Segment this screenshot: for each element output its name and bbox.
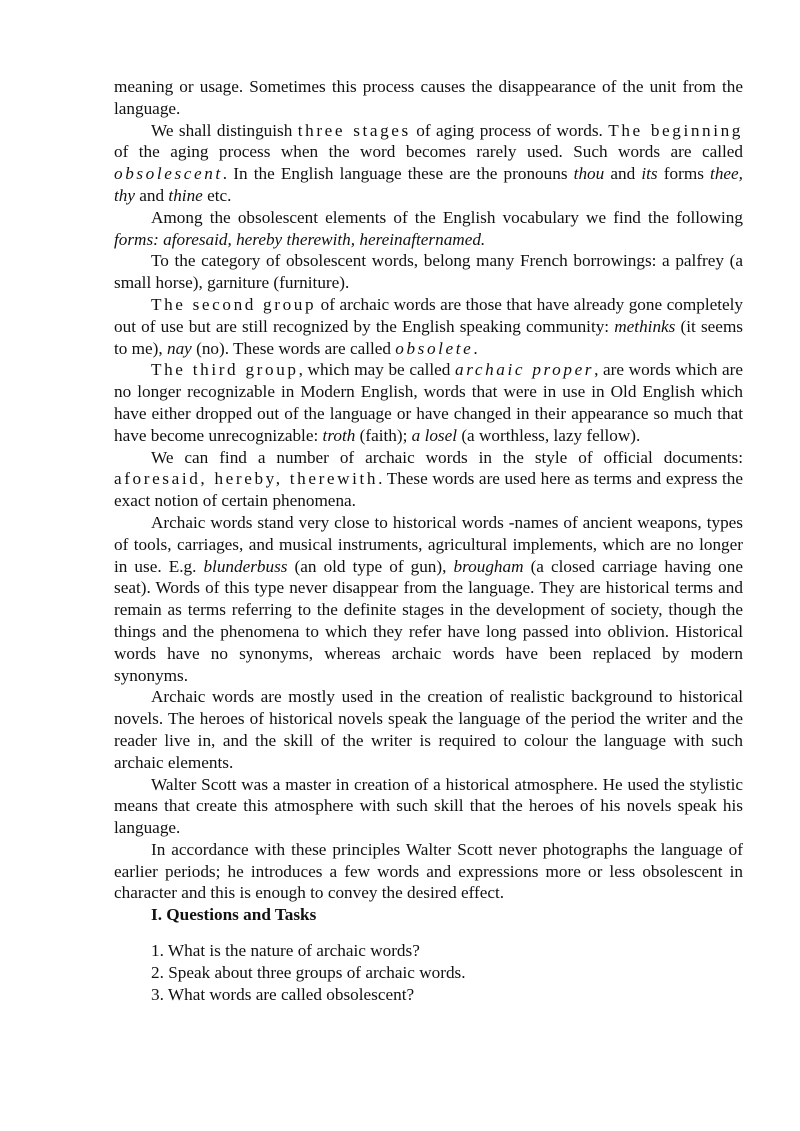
question-item: 2. Speak about three groups of archaic words. <box>151 962 466 982</box>
text-run: We can find a number of archaic words in the style of official documents: <box>151 447 743 467</box>
text-run: etc. <box>202 185 232 205</box>
text-run: meaning or usage. Sometimes this process causes the disappearance of the unit from the language. <box>114 77 743 118</box>
text-run: (an old type of gun), <box>287 556 454 576</box>
text-run: of aging process of words. <box>410 120 609 140</box>
text-run: . In the English language these are the pronouns <box>222 164 574 184</box>
emphasized-text: thou <box>573 164 605 184</box>
body-text <box>114 76 743 904</box>
emphasized-text: nay <box>166 338 192 358</box>
paragraph <box>114 512 743 686</box>
emphasized-text: thee, thy <box>114 164 743 205</box>
emphasized-text: troth <box>322 425 356 445</box>
text-run: Archaic words are mostly used in the creation of realistic background to historical novels. The heroes of historical novels speak the language of the period the writer and the reader live in, and the skill of the writer is required to colour the language with such archaic elements. <box>114 687 743 772</box>
emphasized-text: three stages <box>297 120 411 140</box>
emphasized-text: methinks <box>614 316 676 336</box>
text-run: . These words are used here as terms and express the exact notion of certain phenomena. <box>114 469 743 511</box>
paragraph <box>114 774 743 839</box>
emphasized-text: obsolescent <box>114 164 223 184</box>
text-run: To the category of obsolescent words, belong many French borrowings: a palfrey (a small horse), garniture (furniture). <box>114 251 743 293</box>
paragraph <box>114 76 743 120</box>
paragraph <box>114 686 743 773</box>
paragraph <box>114 359 743 446</box>
text-run: (faith); <box>355 425 412 445</box>
text-run: forms <box>657 164 711 184</box>
emphasized-text: blunderbuss <box>203 556 288 576</box>
text-run: Archaic words stand very close to historical words -names of ancient weapons, types of tools, carriages, and musical instruments, agricultural implements, which are no longer in use. E.g. <box>114 512 743 576</box>
text-run: (a closed carriage having one seat). Words of this type never disappear from the language. They are historical terms and remain as terms referring to the definite stages in the development of society, though the things and the phenomena to which they refer have long passed into oblivion. Historical words have no synonyms, whereas archaic words have been replaced by modern synonyms. <box>114 556 744 685</box>
paragraph <box>114 839 743 904</box>
text-run: (a worthless, lazy fellow). <box>457 425 641 445</box>
text-run: In accordance with these principles Walter Scott never photographs the language of earlier periods; he introduces a few words and expressions more or less obsolescent in character and this is enough to convey the desired effect. <box>114 839 743 903</box>
paragraph <box>114 294 743 359</box>
text-run: and <box>135 185 169 205</box>
emphasized-text: thine <box>168 185 203 205</box>
question-item: 3. What words are called obsolescent? <box>151 984 415 1004</box>
question-item: 1. What is the nature of archaic words? <box>151 941 420 961</box>
text-run: of archaic words are those that have already gone completely out of use but are still recognized by the English speaking community: <box>114 294 743 336</box>
emphasized-text: The second group <box>151 294 317 314</box>
text-run: , are words which are no longer recognizable in Modern English, words that were in use in Old English which have either dropped out of the language or have changed in their appearance so much that have become unrecognizable: <box>114 360 743 445</box>
text-run: Walter Scott was a master in creation of a historical atmosphere. He used the stylistic means that create this atmosphere with such skill that the heroes of his novels speak his language. <box>114 774 743 838</box>
text-run: . <box>473 338 478 358</box>
questions-list <box>114 940 743 1005</box>
emphasized-text: The beginning <box>608 120 743 140</box>
emphasized-text: The third group <box>151 360 299 380</box>
emphasized-text: aforesaid, hereby, therewith <box>114 469 379 489</box>
text-run: and <box>604 164 642 184</box>
text-run: (it seems to me), <box>114 316 743 358</box>
paragraph <box>114 207 743 251</box>
emphasized-text: forms: aforesaid, hereby therewith, hereinafternamed. <box>114 229 486 249</box>
text-run: We shall distinguish <box>151 120 298 140</box>
paragraph <box>114 250 743 294</box>
emphasized-text: archaic proper <box>455 360 595 380</box>
text-run: , which may be called <box>298 360 456 380</box>
emphasized-text: its <box>641 164 658 184</box>
paragraph <box>114 447 743 512</box>
paragraph <box>114 120 743 207</box>
text-run: (no). These words are called <box>191 338 396 358</box>
emphasized-text: a losel <box>411 425 458 445</box>
emphasized-text: brougham <box>453 556 524 576</box>
text-run: of the aging process when the word becomes rarely used. Such words are called <box>114 142 743 162</box>
section-heading: I. Questions and Tasks <box>151 905 317 925</box>
text-run: Among the obsolescent elements of the English vocabulary we find the following <box>151 207 743 227</box>
emphasized-text: obsolete <box>395 338 474 358</box>
